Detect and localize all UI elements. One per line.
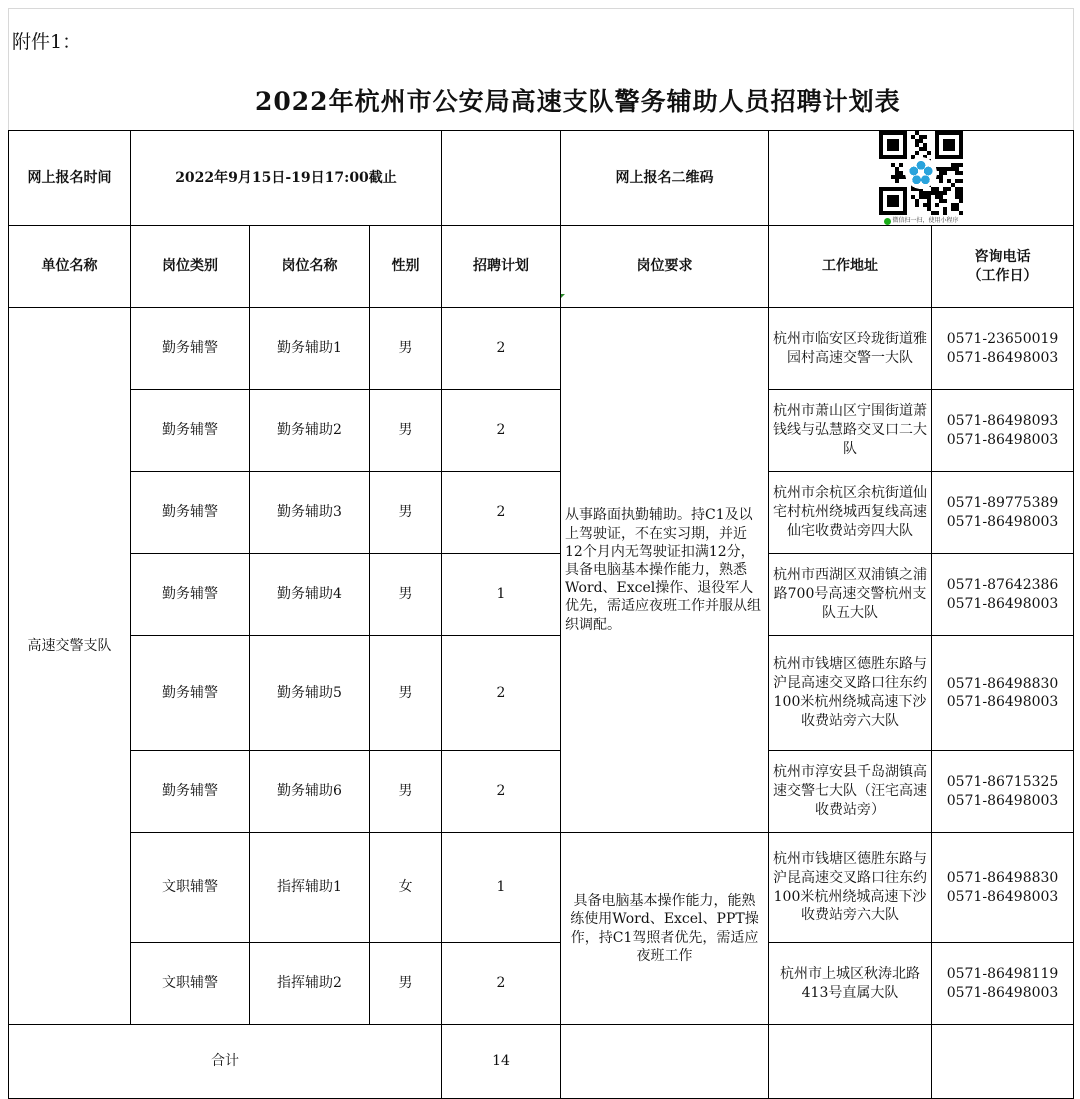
row-category: 勤务辅警 [131, 636, 250, 751]
row-category: 勤务辅警 [131, 472, 250, 554]
page-title: 2022年杭州市公安局高速支队警务辅助人员招聘计划表 [255, 87, 901, 116]
row-gender: 男 [370, 943, 442, 1025]
qr-caption: 微信扫一扫，使用小程序 [884, 217, 959, 225]
table-row [9, 943, 1074, 1025]
row-position: 勤务辅助1 [250, 308, 370, 390]
qr-code-icon[interactable] [879, 131, 963, 215]
row-phone: 0571-86715325 0571-86498003 [932, 751, 1074, 833]
row-plan: 1 [442, 833, 561, 943]
row-address: 杭州市临安区玲珑街道雅园村高速交警一大队 [769, 308, 932, 390]
row-position: 指挥辅助1 [250, 833, 370, 943]
row-address: 杭州市上城区秋涛北路413号直属大队 [769, 943, 932, 1025]
total-label: 合计 [9, 1025, 442, 1099]
total-row [9, 1025, 1074, 1099]
row-address: 杭州市钱塘区德胜东路与沪昆高速交叉路口往东约100米杭州绕城高速下沙收费站旁六大队 [769, 636, 932, 751]
row-position: 勤务辅助5 [250, 636, 370, 751]
row-phone: 0571-87642386 0571-86498003 [932, 554, 1074, 636]
header-position: 岗位名称 [250, 226, 370, 308]
qr-code-cell [769, 131, 1074, 226]
row-gender: 男 [370, 472, 442, 554]
row-phone: 0571-86498830 0571-86498003 [932, 833, 1074, 943]
row-phone: 0571-86498830 0571-86498003 [932, 636, 1074, 751]
registration-time-value: 2022年9月15日-19日17:00截止 [131, 131, 442, 226]
cell-comment-marker [561, 294, 565, 298]
header-plan: 招聘计划 [442, 226, 561, 308]
header-row [9, 226, 1074, 308]
registration-row [9, 131, 1074, 226]
header-phone: 咨询电话 （工作日） [932, 226, 1074, 308]
row-address: 杭州市萧山区宁围街道萧钱线与弘慧路交叉口二大队 [769, 390, 932, 472]
row-category: 文职辅警 [131, 943, 250, 1025]
table-row [9, 833, 1074, 943]
header-category: 岗位类别 [131, 226, 250, 308]
row-category: 勤务辅警 [131, 751, 250, 833]
row-phone: 0571-86498119 0571-86498003 [932, 943, 1074, 1025]
row-gender: 男 [370, 308, 442, 390]
row-gender: 男 [370, 390, 442, 472]
row-gender: 女 [370, 833, 442, 943]
row-position: 勤务辅助2 [250, 390, 370, 472]
row-position: 勤务辅助6 [250, 751, 370, 833]
row-address: 杭州市西湖区双浦镇之浦路700号高速交警杭州支队五大队 [769, 554, 932, 636]
row-category: 勤务辅警 [131, 308, 250, 390]
row-category: 勤务辅警 [131, 390, 250, 472]
qr-code-label: 网上报名二维码 [561, 131, 769, 226]
attachment-label: 附件1： [12, 31, 82, 53]
row-plan: 2 [442, 472, 561, 554]
unit-name: 高速交警支队 [9, 308, 131, 1025]
row-category: 文职辅警 [131, 833, 250, 943]
row-plan: 2 [442, 943, 561, 1025]
total-value: 14 [442, 1025, 561, 1099]
row-plan: 1 [442, 554, 561, 636]
row-plan: 2 [442, 390, 561, 472]
table-row [9, 554, 1074, 636]
header-address: 工作地址 [769, 226, 932, 308]
row-gender: 男 [370, 554, 442, 636]
row-address: 杭州市余杭区余杭街道仙宅村杭州绕城西复线高速仙宅收费站旁四大队 [769, 472, 932, 554]
row-position: 勤务辅助3 [250, 472, 370, 554]
row-gender: 男 [370, 636, 442, 751]
table-row [9, 636, 1074, 751]
row-address: 杭州市淳安县千岛湖镇高速交警七大队（汪宅高速收费站旁） [769, 751, 932, 833]
row-plan: 2 [442, 751, 561, 833]
row-position: 勤务辅助4 [250, 554, 370, 636]
header-gender: 性别 [370, 226, 442, 308]
row-phone: 0571-23650019 0571-86498003 [932, 308, 1074, 390]
row-address: 杭州市钱塘区德胜东路与沪昆高速交叉路口往东约100米杭州绕城高速下沙收费站旁六大队 [769, 833, 932, 943]
row-gender: 男 [370, 751, 442, 833]
requirement-duty: 从事路面执勤辅助。持C1及以上驾驶证，不在实习期，并近12个月内无驾驶证扣满12分，具备电脑基本操作能力，熟悉Word、Excel操作、退役军人优先，需适应夜班工作并服从组织调配。 [561, 308, 769, 833]
row-phone: 0571-89775389 0571-86498003 [932, 472, 1074, 554]
table-row [9, 390, 1074, 472]
row-position: 指挥辅助2 [250, 943, 370, 1025]
row-plan: 2 [442, 636, 561, 751]
recruitment-plan-table [8, 130, 1074, 1099]
row-plan: 2 [442, 308, 561, 390]
row-category: 勤务辅警 [131, 554, 250, 636]
row-phone: 0571-86498093 0571-86498003 [932, 390, 1074, 472]
wechat-miniprogram-icon [884, 218, 891, 225]
requirement-office: 具备电脑基本操作能力，能熟练使用Word、Excel、PPT操作，持C1驾照者优先，需适应夜班工作 [561, 833, 769, 1025]
table-row [9, 751, 1074, 833]
header-requirement: 岗位要求 [561, 226, 769, 308]
registration-time-label: 网上报名时间 [9, 131, 131, 226]
table-row [9, 472, 1074, 554]
header-unit: 单位名称 [9, 226, 131, 308]
table-row [9, 308, 1074, 390]
